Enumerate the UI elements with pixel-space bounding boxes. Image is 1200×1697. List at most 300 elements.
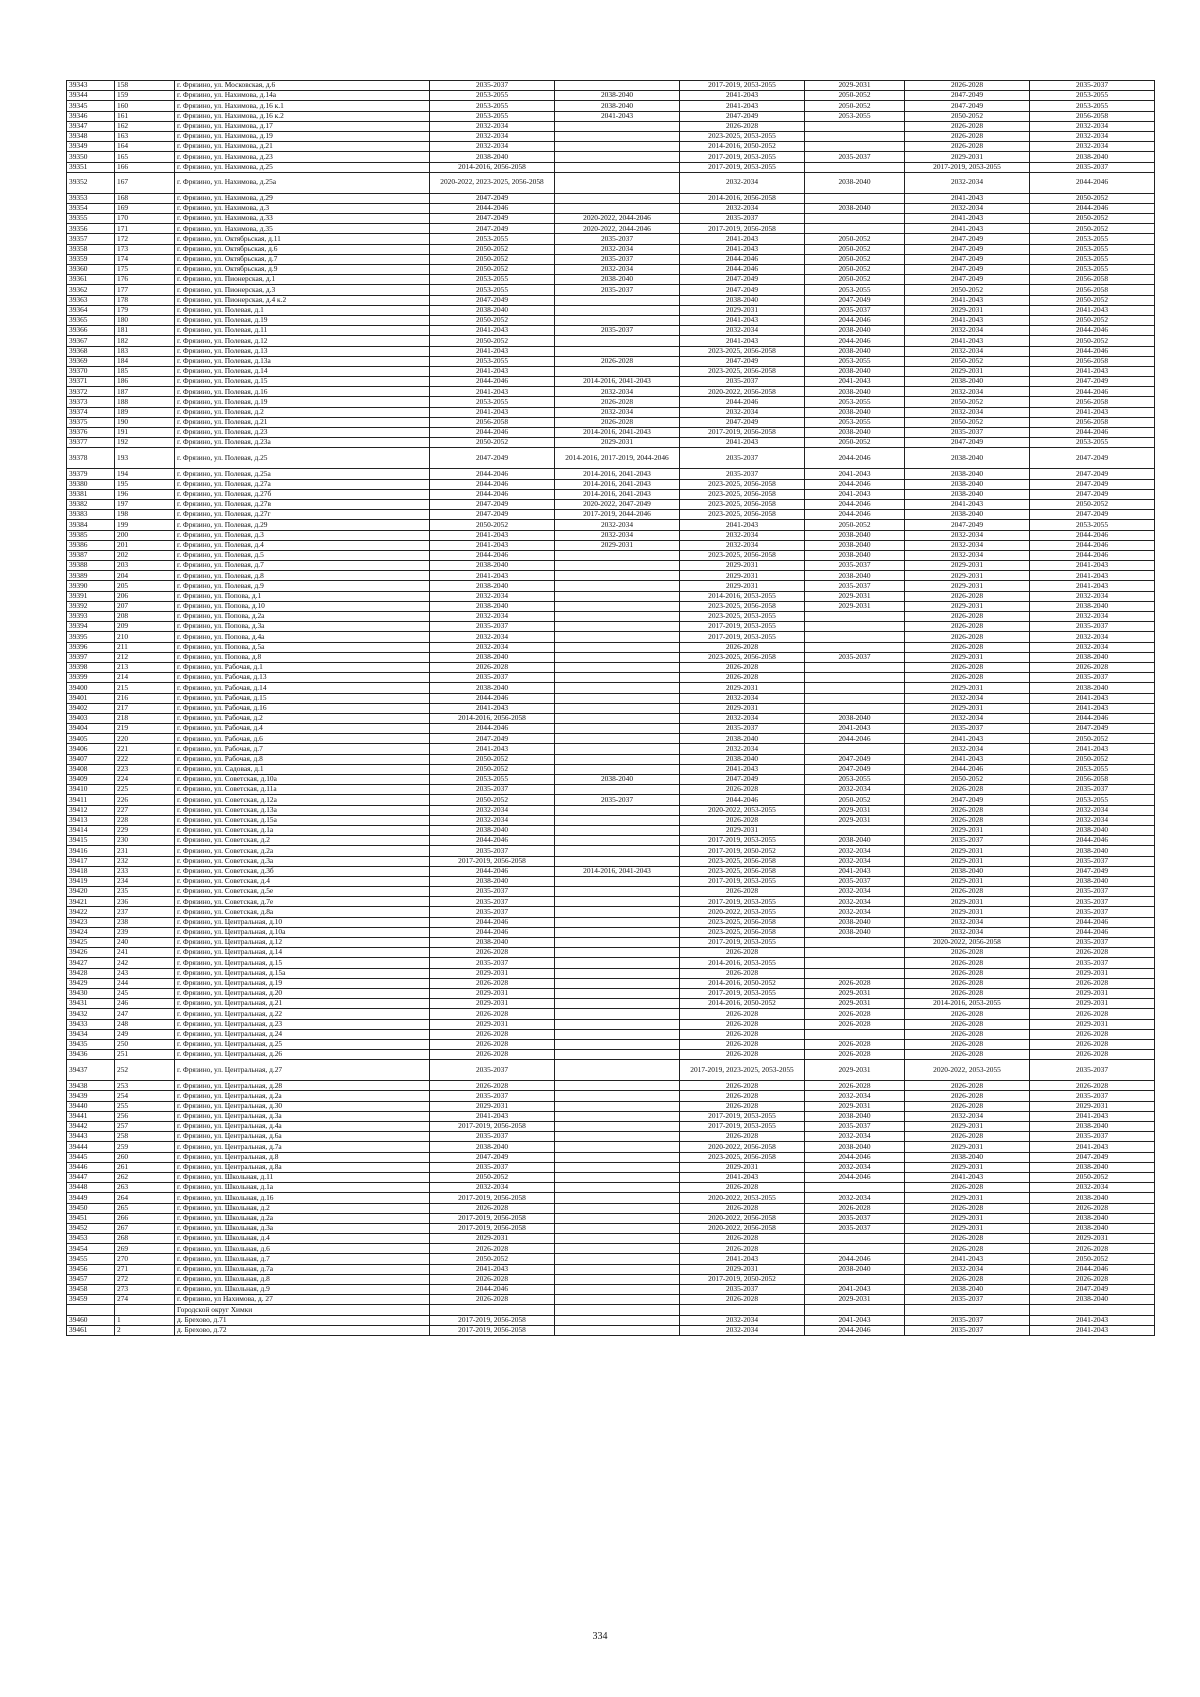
cell-period-2 xyxy=(555,805,680,815)
cell-record-id: 39457 xyxy=(67,1274,115,1284)
cell-row-number: 170 xyxy=(115,214,175,224)
cell-period-4: 2026-2028 xyxy=(805,1009,905,1019)
cell-record-id: 39366 xyxy=(67,326,115,336)
cell-address: г. Фрязино, ул. Нахимова, д.16 к.2 xyxy=(175,111,430,121)
cell-period-2 xyxy=(555,295,680,305)
cell-period-1: 2053-2055 xyxy=(430,775,555,785)
cell-period-1: 2053-2055 xyxy=(430,285,555,295)
cell-period-1: 2038-2040 xyxy=(430,152,555,162)
cell-period-3: 2029-2031 xyxy=(680,1264,805,1274)
cell-period-2 xyxy=(555,999,680,1009)
cell-period-5: 2035-2037 xyxy=(905,1295,1030,1305)
cell-period-3: 2026-2028 xyxy=(680,968,805,978)
cell-period-6: 2050-2052 xyxy=(1030,193,1155,203)
cell-row-number: 158 xyxy=(115,81,175,91)
cell-record-id: 39388 xyxy=(67,561,115,571)
cell-period-6: 2026-2028 xyxy=(1030,1081,1155,1091)
cell-period-6: 2038-2040 xyxy=(1030,1122,1155,1132)
cell-period-2 xyxy=(555,193,680,203)
cell-row-number: 165 xyxy=(115,152,175,162)
cell-row-number: 246 xyxy=(115,999,175,1009)
table-row xyxy=(67,1223,1155,1233)
cell-period-3: 2026-2028 xyxy=(680,121,805,131)
cell-period-5: 2020-2022, 2056-2058 xyxy=(905,938,1030,948)
cell-period-6: 2041-2043 xyxy=(1030,561,1155,571)
cell-period-2 xyxy=(555,1274,680,1284)
cell-row-number: 167 xyxy=(115,172,175,193)
cell-period-6: 2044-2046 xyxy=(1030,326,1155,336)
cell-period-2 xyxy=(555,754,680,764)
cell-row-number: 273 xyxy=(115,1285,175,1295)
cell-period-4 xyxy=(805,968,905,978)
cell-period-1: 2035-2037 xyxy=(430,1091,555,1101)
cell-period-3: 2020-2022, 2056-2058 xyxy=(680,1142,805,1152)
cell-period-3: 2023-2025, 2056-2058 xyxy=(680,601,805,611)
cell-period-4: 2044-2046 xyxy=(805,479,905,489)
cell-address: г. Фрязино, ул. Попова, д.1 xyxy=(175,591,430,601)
cell-period-3: 2026-2028 xyxy=(680,1009,805,1019)
cell-record-id: 39456 xyxy=(67,1264,115,1274)
cell-period-5: 2029-2031 xyxy=(905,305,1030,315)
cell-row-number: 217 xyxy=(115,703,175,713)
cell-row-number: 235 xyxy=(115,887,175,897)
cell-record-id: 39344 xyxy=(67,91,115,101)
cell-period-3: 2044-2046 xyxy=(680,397,805,407)
cell-period-4: 2041-2043 xyxy=(805,469,905,479)
cell-period-3: 2026-2028 xyxy=(680,1029,805,1039)
cell-period-1: 2017-2019, 2056-2058 xyxy=(430,1122,555,1132)
cell-period-1: 2041-2043 xyxy=(430,366,555,376)
cell-period-5: 2035-2037 xyxy=(905,724,1030,734)
cell-period-1: 2020-2022, 2023-2025, 2056-2058 xyxy=(430,172,555,193)
cell-period-1: 2038-2040 xyxy=(430,601,555,611)
cell-period-3: 2029-2031 xyxy=(680,825,805,835)
cell-period-1: 2017-2019, 2056-2058 xyxy=(430,856,555,866)
cell-address: г. Фрязино, ул. Полевая, д.12 xyxy=(175,336,430,346)
cell-period-5: 2026-2028 xyxy=(905,785,1030,795)
cell-period-3: 2044-2046 xyxy=(680,265,805,275)
cell-record-id: 39398 xyxy=(67,662,115,672)
cell-period-6: 2053-2055 xyxy=(1030,234,1155,244)
cell-row-number: 252 xyxy=(115,1060,175,1081)
cell-period-4: 2050-2052 xyxy=(805,265,905,275)
cell-period-5: 2032-2034 xyxy=(905,203,1030,213)
cell-record-id: 39376 xyxy=(67,428,115,438)
cell-period-2: 2032-2034 xyxy=(555,520,680,530)
cell-period-5: 2050-2052 xyxy=(905,285,1030,295)
cell-period-3: 2026-2028 xyxy=(680,642,805,652)
cell-period-3: 2020-2022, 2056-2058 xyxy=(680,1213,805,1223)
cell-period-5: 2038-2040 xyxy=(905,377,1030,387)
cell-period-6: 2041-2043 xyxy=(1030,1325,1155,1335)
cell-period-2 xyxy=(555,1295,680,1305)
cell-period-3: 2017-2019, 2053-2055 xyxy=(680,988,805,998)
cell-period-1: 2038-2040 xyxy=(430,1142,555,1152)
cell-period-2 xyxy=(555,1264,680,1274)
cell-period-4 xyxy=(805,1183,905,1193)
cell-period-3: 2026-2028 xyxy=(680,1039,805,1049)
table-row xyxy=(67,203,1155,213)
cell-period-3: 2035-2037 xyxy=(680,724,805,734)
cell-record-id: 39363 xyxy=(67,295,115,305)
cell-period-2: 2014-2016, 2041-2043 xyxy=(555,866,680,876)
cell-row-number: 171 xyxy=(115,224,175,234)
cell-record-id: 39362 xyxy=(67,285,115,295)
cell-period-4: 2050-2052 xyxy=(805,244,905,254)
cell-period-4: 2044-2046 xyxy=(805,315,905,325)
cell-period-6: 2044-2046 xyxy=(1030,927,1155,937)
cell-period-2 xyxy=(555,561,680,571)
cell-record-id: 39419 xyxy=(67,876,115,886)
cell-period-1: 2047-2049 xyxy=(430,214,555,224)
cell-record-id: 39405 xyxy=(67,734,115,744)
cell-record-id: 39454 xyxy=(67,1244,115,1254)
cell-period-5: 2026-2028 xyxy=(905,1183,1030,1193)
table-row xyxy=(67,152,1155,162)
cell-record-id: 39355 xyxy=(67,214,115,224)
cell-period-1: 2032-2034 xyxy=(430,131,555,141)
cell-period-1: 2026-2028 xyxy=(430,1029,555,1039)
cell-period-6: 2035-2037 xyxy=(1030,1132,1155,1142)
cell-period-3: 2023-2025, 2056-2058 xyxy=(680,499,805,509)
cell-period-1: 2047-2049 xyxy=(430,510,555,520)
cell-period-4 xyxy=(805,1029,905,1039)
cell-period-6: 2035-2037 xyxy=(1030,907,1155,917)
cell-period-3: 2014-2016, 2050-2052 xyxy=(680,142,805,152)
table-row xyxy=(67,1009,1155,1019)
cell-record-id: 39443 xyxy=(67,1132,115,1142)
cell-address: г. Фрязино, ул. Полевая, д.13а xyxy=(175,356,430,366)
cell-period-5: 2026-2028 xyxy=(905,1274,1030,1284)
cell-period-2: 2017-2019, 2044-2046 xyxy=(555,510,680,520)
cell-record-id: 39440 xyxy=(67,1101,115,1111)
cell-period-4: 2029-2031 xyxy=(805,591,905,601)
cell-record-id: 39459 xyxy=(67,1295,115,1305)
cell-row-number: 206 xyxy=(115,591,175,601)
table-row xyxy=(67,632,1155,642)
cell-period-3: 2041-2043 xyxy=(680,1254,805,1264)
cell-period-2 xyxy=(555,1203,680,1213)
cell-period-3: 2023-2025, 2056-2058 xyxy=(680,346,805,356)
cell-period-1: 2053-2055 xyxy=(430,275,555,285)
cell-period-6: 2035-2037 xyxy=(1030,938,1155,948)
cell-address: г. Фрязино, ул. Полевая, д.27б xyxy=(175,489,430,499)
cell-period-3: 2041-2043 xyxy=(680,520,805,530)
cell-period-1: 2026-2028 xyxy=(430,948,555,958)
cell-period-4: 2035-2037 xyxy=(805,581,905,591)
cell-address: д. Брехово, д.71 xyxy=(175,1315,430,1325)
cell-period-6: 2041-2043 xyxy=(1030,571,1155,581)
cell-period-3: 2035-2037 xyxy=(680,448,805,469)
section-row xyxy=(67,1305,1155,1315)
cell-period-1: 2041-2043 xyxy=(430,407,555,417)
cell-period-1: 2050-2052 xyxy=(430,754,555,764)
cell-period-3: 2017-2019, 2056-2058 xyxy=(680,224,805,234)
cell-period-2 xyxy=(555,876,680,886)
cell-address: г. Фрязино, ул. Полевая, д.14 xyxy=(175,366,430,376)
cell-period-4: 2038-2040 xyxy=(805,530,905,540)
cell-row-number: 229 xyxy=(115,825,175,835)
cell-row-number: 243 xyxy=(115,968,175,978)
table-row xyxy=(67,866,1155,876)
table-row xyxy=(67,724,1155,734)
cell-address: г. Фрязино, ул. Школьная, д.2 xyxy=(175,1203,430,1213)
cell-period-5: 2029-2031 xyxy=(905,897,1030,907)
table-row xyxy=(67,1315,1155,1325)
cell-period-3: 2041-2043 xyxy=(680,438,805,448)
cell-period-4: 2047-2049 xyxy=(805,764,905,774)
cell-period-2 xyxy=(555,142,680,152)
cell-period-1: 2029-2031 xyxy=(430,988,555,998)
cell-period-4: 2032-2034 xyxy=(805,846,905,856)
cell-address: г. Фрязино, ул. Рабочая, д.6 xyxy=(175,734,430,744)
cell-period-3: 2026-2028 xyxy=(680,948,805,958)
cell-period-2 xyxy=(555,907,680,917)
cell-period-2: 2035-2037 xyxy=(555,234,680,244)
cell-row-number: 267 xyxy=(115,1223,175,1233)
cell-period-1: 2050-2052 xyxy=(430,438,555,448)
table-row xyxy=(67,764,1155,774)
cell-period-1: 2038-2040 xyxy=(430,561,555,571)
cell-period-6: 2026-2028 xyxy=(1030,1009,1155,1019)
cell-record-id: 39414 xyxy=(67,825,115,835)
cell-period-1: 2041-2043 xyxy=(430,346,555,356)
cell-period-3: 2035-2037 xyxy=(680,214,805,224)
cell-period-5: 2026-2028 xyxy=(905,1203,1030,1213)
table-row xyxy=(67,1234,1155,1244)
cell-address: г. Фрязино, ул. Полевая, д.7 xyxy=(175,561,430,571)
cell-period-1: 2035-2037 xyxy=(430,1060,555,1081)
cell-period-3: 2041-2043 xyxy=(680,315,805,325)
cell-period-5: 2032-2034 xyxy=(905,407,1030,417)
cell-period-2 xyxy=(555,1193,680,1203)
cell-period-6: 2053-2055 xyxy=(1030,101,1155,111)
cell-record-id: 39396 xyxy=(67,642,115,652)
table-row xyxy=(67,1019,1155,1029)
table-row xyxy=(67,1101,1155,1111)
cell-period-6: 2029-2031 xyxy=(1030,968,1155,978)
cell-address: г. Фрязино, ул. Полевая, д.9 xyxy=(175,581,430,591)
cell-row-number: 203 xyxy=(115,561,175,571)
cell-period-3: 2026-2028 xyxy=(680,1203,805,1213)
cell-row-number: 162 xyxy=(115,121,175,131)
cell-period-2 xyxy=(555,1172,680,1182)
table-row xyxy=(67,1111,1155,1121)
cell-address: г. Фрязино, ул. Советская, д.7е xyxy=(175,897,430,907)
cell-period-3: 2023-2025, 2056-2058 xyxy=(680,1152,805,1162)
cell-row-number: 269 xyxy=(115,1244,175,1254)
cell-period-5: 2026-2028 xyxy=(905,632,1030,642)
cell-row-number: 181 xyxy=(115,326,175,336)
cell-period-1: 2044-2046 xyxy=(430,917,555,927)
cell-address: г. Фрязино, ул. Полевая, д.8 xyxy=(175,571,430,581)
cell-row-number: 222 xyxy=(115,754,175,764)
cell-period-4 xyxy=(805,938,905,948)
cell-period-4: 2035-2037 xyxy=(805,1213,905,1223)
cell-period-1: 2032-2034 xyxy=(430,591,555,601)
cell-row-number: 177 xyxy=(115,285,175,295)
cell-period-4 xyxy=(805,948,905,958)
cell-period-6: 2038-2040 xyxy=(1030,1193,1155,1203)
cell-period-3: 2026-2028 xyxy=(680,785,805,795)
cell-period-5: 2029-2031 xyxy=(905,581,1030,591)
cell-period-2 xyxy=(555,346,680,356)
cell-record-id: 39387 xyxy=(67,550,115,560)
cell-period-6: 2047-2049 xyxy=(1030,724,1155,734)
cell-record-id: 39360 xyxy=(67,265,115,275)
cell-period-5: 2026-2028 xyxy=(905,968,1030,978)
cell-record-id: 39348 xyxy=(67,131,115,141)
cell-period-5: 2038-2040 xyxy=(905,469,1030,479)
cell-period-2: 2026-2028 xyxy=(555,356,680,366)
cell-row-number: 228 xyxy=(115,815,175,825)
cell-period-4: 2026-2028 xyxy=(805,978,905,988)
table-row xyxy=(67,1172,1155,1182)
cell-period-6: 2041-2043 xyxy=(1030,703,1155,713)
cell-period-3: 2017-2019, 2053-2055 xyxy=(680,632,805,642)
table-row xyxy=(67,244,1155,254)
cell-period-4 xyxy=(805,1244,905,1254)
cell-period-3: 2014-2016, 2056-2058 xyxy=(680,193,805,203)
cell-period-4: 2041-2043 xyxy=(805,1285,905,1295)
cell-period-6: 2053-2055 xyxy=(1030,91,1155,101)
cell-period-4: 2044-2046 xyxy=(805,1152,905,1162)
cell-period-4: 2032-2034 xyxy=(805,897,905,907)
table-row xyxy=(67,387,1155,397)
cell-period-6: 2038-2040 xyxy=(1030,601,1155,611)
cell-period-5: 2017-2019, 2053-2055 xyxy=(905,162,1030,172)
cell-period-2 xyxy=(555,366,680,376)
cell-period-1: 2047-2049 xyxy=(430,1152,555,1162)
cell-period-6: 2038-2040 xyxy=(1030,652,1155,662)
cell-period-5: 2047-2049 xyxy=(905,101,1030,111)
cell-period-1: 2041-2043 xyxy=(430,744,555,754)
cell-period-2 xyxy=(555,315,680,325)
cell-period-6: 2050-2052 xyxy=(1030,315,1155,325)
cell-period-3: 2017-2019, 2053-2055 xyxy=(680,876,805,886)
cell-period-4 xyxy=(805,1234,905,1244)
cell-address: г. Фрязино, ул. Полевая, д.27а xyxy=(175,479,430,489)
cell-period-3: 2017-2019, 2053-2055 xyxy=(680,162,805,172)
cell-period-1: 2044-2046 xyxy=(430,836,555,846)
cell-period-2 xyxy=(555,764,680,774)
cell-address: г. Фрязино, ул. Рабочая, д.7 xyxy=(175,744,430,754)
cell-period-6: 2044-2046 xyxy=(1030,172,1155,193)
cell-row-number: 249 xyxy=(115,1029,175,1039)
cell-period-1: 2044-2046 xyxy=(430,469,555,479)
cell-row-number: 182 xyxy=(115,336,175,346)
cell-address: г. Фрязино, ул. Пионерская, д.3 xyxy=(175,285,430,295)
cell-address: г. Фрязино, ул. Школьная, д.9 xyxy=(175,1285,430,1295)
table-row xyxy=(67,754,1155,764)
cell-address: г. Фрязино, ул. Центральная, д.4а xyxy=(175,1122,430,1132)
cell-period-4: 2038-2040 xyxy=(805,203,905,213)
cell-address: г. Фрязино, ул. Центральная, д.14 xyxy=(175,948,430,958)
cell-record-id: 39380 xyxy=(67,479,115,489)
cell-period-5: 2029-2031 xyxy=(905,652,1030,662)
cell-empty xyxy=(1030,1305,1155,1315)
cell-period-3: 2023-2025, 2056-2058 xyxy=(680,489,805,499)
cell-row-number: 242 xyxy=(115,958,175,968)
cell-row-number: 260 xyxy=(115,1152,175,1162)
cell-row-number: 255 xyxy=(115,1101,175,1111)
cell-period-4: 2044-2046 xyxy=(805,448,905,469)
cell-period-4: 2041-2043 xyxy=(805,377,905,387)
table-row xyxy=(67,428,1155,438)
cell-address: г. Фрязино, ул. Центральная, д.8 xyxy=(175,1152,430,1162)
cell-row-number: 232 xyxy=(115,856,175,866)
cell-period-4 xyxy=(805,142,905,152)
cell-record-id: 39408 xyxy=(67,764,115,774)
cell-row-number: 211 xyxy=(115,642,175,652)
cell-record-id: 39436 xyxy=(67,1050,115,1060)
cell-row-number: 240 xyxy=(115,938,175,948)
cell-record-id: 39369 xyxy=(67,356,115,366)
cell-row-number: 187 xyxy=(115,387,175,397)
cell-period-6: 2044-2046 xyxy=(1030,530,1155,540)
cell-address: г. Фрязино, ул. Центральная, д.20 xyxy=(175,988,430,998)
cell-period-4: 2044-2046 xyxy=(805,1325,905,1335)
cell-period-5: 2050-2052 xyxy=(905,111,1030,121)
cell-record-id: 39382 xyxy=(67,499,115,509)
cell-address: г. Фрязино, ул. Рабочая, д.13 xyxy=(175,673,430,683)
cell-record-id: 39441 xyxy=(67,1111,115,1121)
cell-period-6: 2047-2049 xyxy=(1030,377,1155,387)
table-row xyxy=(67,530,1155,540)
cell-period-6: 2035-2037 xyxy=(1030,897,1155,907)
cell-period-6: 2026-2028 xyxy=(1030,662,1155,672)
cell-period-5: 2026-2028 xyxy=(905,591,1030,601)
cell-period-4 xyxy=(805,683,905,693)
cell-period-1: 2053-2055 xyxy=(430,91,555,101)
cell-period-5: 2047-2049 xyxy=(905,91,1030,101)
cell-row-number: 194 xyxy=(115,469,175,479)
cell-row-number: 264 xyxy=(115,1193,175,1203)
cell-record-id: 39384 xyxy=(67,520,115,530)
cell-period-3: 2026-2028 xyxy=(680,1101,805,1111)
cell-period-3: 2044-2046 xyxy=(680,795,805,805)
cell-period-2: 2038-2040 xyxy=(555,775,680,785)
cell-row-number: 183 xyxy=(115,346,175,356)
cell-period-6: 2035-2037 xyxy=(1030,81,1155,91)
cell-period-2 xyxy=(555,622,680,632)
cell-record-id: 39401 xyxy=(67,693,115,703)
cell-period-1: 2056-2058 xyxy=(430,417,555,427)
cell-period-1: 2041-2043 xyxy=(430,1111,555,1121)
table-row xyxy=(67,622,1155,632)
cell-period-2 xyxy=(555,897,680,907)
cell-period-6: 2047-2049 xyxy=(1030,1152,1155,1162)
cell-period-3: 2041-2043 xyxy=(680,336,805,346)
cell-period-4: 2050-2052 xyxy=(805,438,905,448)
cell-row-number: 253 xyxy=(115,1081,175,1091)
cell-period-2: 2032-2034 xyxy=(555,407,680,417)
cell-period-6: 2053-2055 xyxy=(1030,244,1155,254)
cell-row-number: 245 xyxy=(115,988,175,998)
cell-period-5: 2029-2031 xyxy=(905,1223,1030,1233)
cell-period-1: 2026-2028 xyxy=(430,978,555,988)
cell-period-1: 2038-2040 xyxy=(430,652,555,662)
cell-period-5: 2029-2031 xyxy=(905,1213,1030,1223)
cell-period-6: 2047-2049 xyxy=(1030,469,1155,479)
cell-record-id: 39452 xyxy=(67,1223,115,1233)
table-row xyxy=(67,612,1155,622)
table-row xyxy=(67,1193,1155,1203)
cell-period-5: 2029-2031 xyxy=(905,825,1030,835)
cell-period-3: 2026-2028 xyxy=(680,1295,805,1305)
cell-period-6: 2038-2040 xyxy=(1030,846,1155,856)
cell-period-2 xyxy=(555,856,680,866)
